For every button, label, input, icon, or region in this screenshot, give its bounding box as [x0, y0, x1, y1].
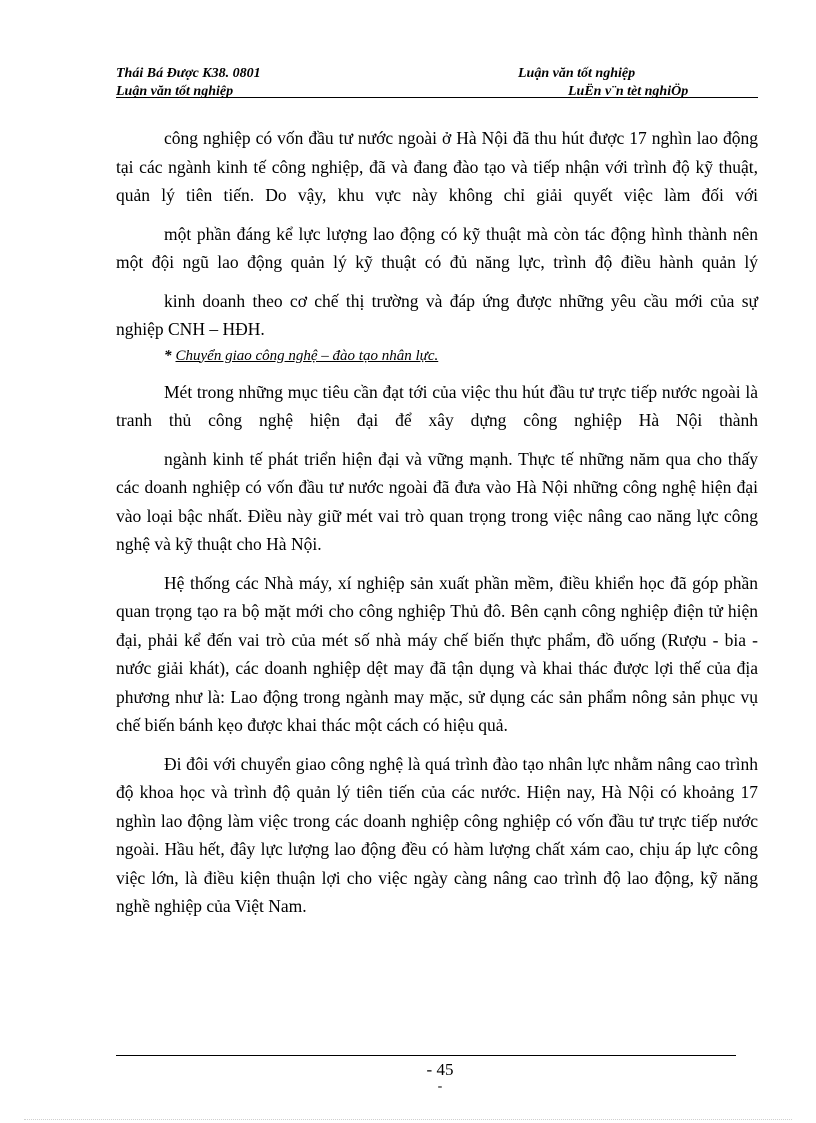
paragraph-2: một phần đáng kể lực lượng lao động có kỹ thuật mà còn tác động hình thành nên một đội ngũ lao động quản lý kỹ thuật có đủ năng lực, trình độ điều hành quản lý — [116, 223, 758, 272]
paragraph-5: ngành kinh tế phát triển hiện đại và vững mạnh. Thực tế những năm qua cho thấy các doanh nghiệp có vốn đầu tư nước ngoài đã đưa vào Hà Nội những công nghệ hiện đại vào loại bậc nhất. Điều này giữ mét vai trò quan trọng trong việc nâng cao năng lực công nghệ và kỹ thuật cho Hà Nội. — [116, 448, 758, 554]
running-header-line-1 — [116, 66, 758, 82]
document-body — [116, 124, 758, 921]
heading-text: Chuyển giao công nghệ – đào tạo nhân lực. — [175, 347, 439, 364]
paragraph-4: Mét trong những mục tiêu cần đạt tới của việc thu hút đầu tư trực tiếp nước ngoài là tranh thủ công nghệ hiện đại để xây dựng công nghiệp Hà Nội thành — [116, 381, 758, 430]
paragraph-6: Hệ thống các Nhà máy, xí nghiệp sản xuất phần mềm, điều khiển học đã góp phần quan trọng tạo ra bộ mặt mới cho công nghiệp Thủ đô. Bên cạnh công nghiệp điện tử hiện đại, phải kể đến vai trò của mét số nhà máy chế biến thực phẩm, đồ uống (Rượu - bia - nước giải khát), các doanh nghiệp dệt may đã tận dụng và khai thác được lợi thế của địa phương như là: Lao động trong ngành may mặc, sử dụng các sản phẩm nông sản phục vụ chế biến bánh kẹo được khai thác một cách có hiệu quả. — [116, 572, 758, 735]
header-title-repeat: Luận văn tốt nghiệp — [116, 84, 234, 99]
page-bottom-border — [24, 1119, 792, 1120]
header-title-garbled: LuËn v¨n tèt nghiÖp — [568, 84, 689, 99]
header-author: Thái Bá Được K38. 0801 — [116, 66, 261, 81]
header-rule — [116, 97, 758, 98]
footer-rule — [116, 1055, 736, 1056]
section-heading — [116, 344, 758, 368]
paragraph-3: kinh doanh theo cơ chế thị trường và đáp ứng được những yêu cầu mới của sự nghiệp CNH – HĐH. — [116, 290, 758, 339]
paragraph-7: Đi đôi với chuyển giao công nghệ là quá trình đào tạo nhân lực nhằm nâng cao trình độ khoa học và trình độ quản lý tiên tiến của các nước. Hiện nay, Hà Nội có khoảng 17 nghìn lao động làm việc trong các doanh nghiệp công nghiệp có vốn đầu tư trực tiếp nước ngoài. Hầu hết, đây lực lượng lao động đều có hàm lượng chất xám cao, chịu áp lực công việc lớn, là điều kiện thuận lợi cho việc ngày càng nâng cao trình độ lao động, kỹ năng nghề nghiệp của Việt Nam. — [116, 753, 758, 916]
page-number: - 45 — [426, 1060, 454, 1079]
heading-marker: * — [164, 347, 172, 364]
page-dash: - — [437, 1079, 443, 1094]
header-title: Luận văn tốt nghiệp — [518, 66, 636, 81]
paragraph-1: công nghiệp có vốn đầu tư nước ngoài ở Hà Nội đã thu hút được 17 nghìn lao động tại các ngành kinh tế công nghiệp, đã và đang đào tạo và tiếp nhận với trình độ kỹ thuật, quản lý tiên tiến. Do vậy, khu vực này không chỉ giải quyết việc làm đối với — [116, 128, 758, 205]
